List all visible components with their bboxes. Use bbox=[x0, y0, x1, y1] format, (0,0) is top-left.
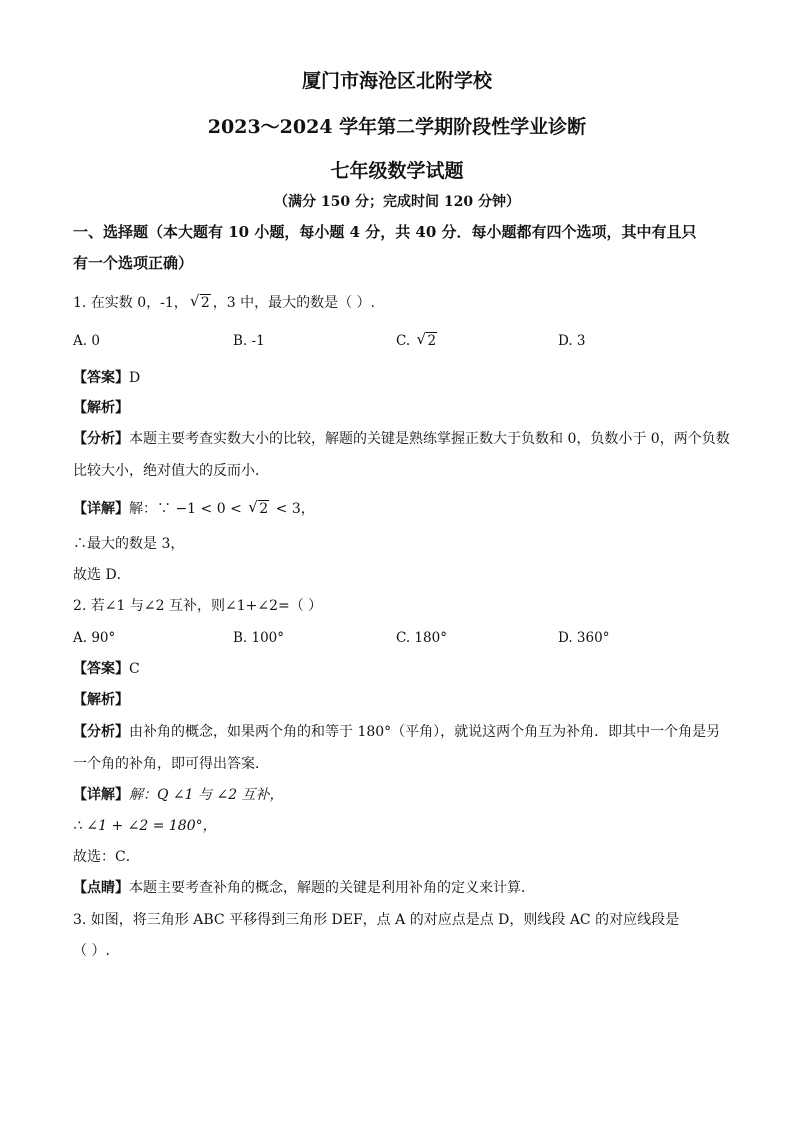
q1-fenxi-line1: 【分析】本题主要考查实数大小的比较，解题的关键是熟练掌握正数大于负数和 0，负数小于 0，两个负数 bbox=[73, 431, 730, 447]
sqrt-symbol: √ 2 bbox=[416, 330, 437, 349]
q1-option-b: B. -1 bbox=[233, 333, 265, 349]
q3-stem-line2: （ ）. bbox=[73, 943, 110, 959]
q1-stem: 1. 在实数 0，-1， √ 2 ，3 中，最大的数是（ ）. bbox=[73, 292, 375, 311]
q2-dianjing: 【点睛】本题主要考查补角的概念，解题的关键是利用补角的定义来计算． bbox=[73, 880, 535, 896]
q1-detail-line3: 故选 D． bbox=[73, 567, 131, 583]
q1-option-c: C. √ 2 bbox=[396, 330, 437, 349]
section-heading-line1: 一、选择题（本大题有 10 小题，每小题 4 分，共 40 分．每小题都有四个选项，其中有且只 bbox=[73, 223, 697, 241]
q2-fenxi-line2: 一个角的补角，即可得出答案． bbox=[73, 756, 269, 772]
q1-detail-line1: 【详解】解：∵ −1 < 0 < √ 2 < 3， bbox=[73, 498, 315, 517]
q2-detail-line3: 故选：C． bbox=[73, 849, 140, 865]
q1-detail-line2: ∴最大的数是 3， bbox=[73, 536, 185, 552]
q2-option-a: A. 90° bbox=[73, 630, 116, 646]
sqrt-symbol: √ 2 bbox=[189, 292, 210, 311]
q2-detail-line1: 【详解】解：Q ∠1 与 ∠2 互补， bbox=[73, 787, 284, 803]
q3-stem-line1: 3. 如图，将三角形 ABC 平移得到三角形 DEF，点 A 的对应点是点 D，则线段 AC 的对应线段是 bbox=[73, 912, 680, 928]
q1-analysis-label: 【解析】 bbox=[73, 400, 129, 416]
q1-answer: 【答案】D bbox=[73, 370, 141, 386]
q1-option-d: D. 3 bbox=[558, 333, 586, 349]
q2-option-c: C. 180° bbox=[396, 630, 447, 646]
q2-stem: 2. 若∠1 与∠2 互补，则∠1+∠2=（ ） bbox=[73, 598, 323, 614]
q2-answer: 【答案】C bbox=[73, 661, 140, 677]
section-heading-line2: 有一个选项正确） bbox=[73, 254, 194, 272]
q1-fenxi-line2: 比较大小，绝对值大的反而小． bbox=[73, 463, 269, 479]
q2-fenxi-line1: 【分析】由补角的概念，如果两个角的和等于 180°（平角），就说这两个角互为补角．即其中一个角是另 bbox=[73, 724, 721, 740]
subject-title: 七年级数学试题 bbox=[330, 160, 464, 182]
term-title: 2023～2024 学年第二学期阶段性学业诊断 bbox=[207, 116, 587, 138]
school-title: 厦门市海沧区北附学校 bbox=[301, 70, 492, 92]
sqrt-symbol: √ 2 bbox=[248, 498, 269, 517]
q2-option-b: B. 100° bbox=[233, 630, 285, 646]
q2-analysis-label: 【解析】 bbox=[73, 692, 129, 708]
q1-option-a: A. 0 bbox=[73, 333, 100, 349]
q2-detail-line2: ∴ ∠1 + ∠2 = 180°， bbox=[73, 818, 217, 834]
exam-meta: （满分 150 分；完成时间 120 分钟） bbox=[274, 194, 520, 210]
q2-option-d: D. 360° bbox=[558, 630, 610, 646]
